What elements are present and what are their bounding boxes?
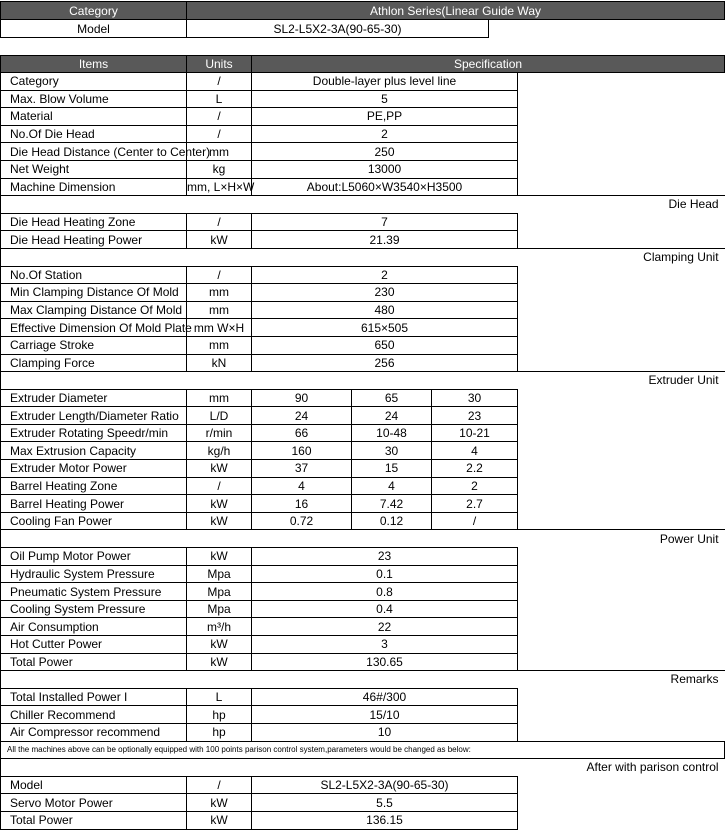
power-section-title: Power Unit [1, 530, 725, 548]
spec-value: 0.4 [252, 600, 518, 618]
spec-value: 13000 [252, 160, 518, 178]
spec-value: 136.15 [252, 811, 518, 829]
blank-cell [518, 108, 725, 126]
note-row [1, 741, 725, 759]
spec-value: PE,PP [252, 108, 518, 126]
blank-cell [518, 266, 725, 284]
clamping-row [1, 266, 725, 284]
spec-value: 480 [252, 301, 518, 319]
spec-value: 0.1 [252, 565, 518, 583]
extruder-3-value: 23 [432, 407, 518, 425]
spec-value: 21.39 [252, 231, 518, 249]
parison-row [1, 794, 725, 812]
extruder-2-value: 15 [352, 460, 432, 478]
item-label: Extruder Diameter [1, 389, 187, 407]
die-head-section-title: Die Head [1, 196, 725, 214]
model-header-table [0, 1, 725, 38]
unit-value: kW [187, 512, 252, 530]
item-label: Chiller Recommend [1, 706, 187, 724]
item-label: Barrel Heating Power [1, 495, 187, 513]
item-label: Servo Motor Power [1, 794, 187, 812]
spec-value: 650 [252, 336, 518, 354]
item-label: Die Head Heating Zone [1, 213, 187, 231]
unit-value: Mpa [187, 565, 252, 583]
item-label: Die Head Distance (Center to Center) [1, 143, 187, 161]
blank-cell [518, 794, 725, 812]
item-label: Max. Blow Volume [1, 90, 187, 108]
unit-value: mm [187, 143, 252, 161]
unit-value: mm, L×H×W [187, 179, 255, 194]
item-label: Material [1, 108, 187, 126]
spec-value: 15/10 [252, 706, 518, 724]
category-header: Category [1, 2, 187, 20]
item-label: Min Clamping Distance Of Mold [1, 284, 187, 302]
blank-cell [518, 354, 725, 372]
power-row [1, 618, 725, 636]
extruder-1-value: 160 [252, 442, 352, 460]
blank-cell [518, 125, 725, 143]
item-label: Max Clamping Distance Of Mold [1, 301, 187, 319]
unit-value: kW [187, 548, 252, 566]
blank-cell [518, 407, 725, 425]
remarks-section-title-row [1, 671, 725, 689]
spec-value: SL2-L5X2-3A(90-65-30) [252, 776, 518, 794]
extruder-row [1, 477, 725, 495]
item-label: No.Of Station [1, 266, 187, 284]
spec-value: 250 [252, 143, 518, 161]
blank-cell [518, 723, 725, 741]
blank-cell [518, 548, 725, 566]
blank-cell [518, 178, 725, 196]
spec-value: Double-layer plus level line [252, 73, 518, 91]
blank-cell [518, 583, 725, 601]
die-head-row [1, 213, 725, 231]
blank-cell [518, 284, 725, 302]
general-row [1, 108, 725, 126]
spec-value: 256 [252, 354, 518, 372]
item-label: Cooling Fan Power [1, 512, 187, 530]
blank-cell [518, 319, 725, 337]
extruder-3-value: 30 [432, 389, 518, 407]
unit-value: mm W×H [187, 319, 252, 337]
unit-value: kW [187, 653, 252, 671]
unit-value: kW [187, 794, 252, 812]
unit-value: Mpa [187, 600, 252, 618]
extruder-section-title: Extruder Unit [1, 372, 725, 390]
spec-value: 2 [252, 125, 518, 143]
unit-value: Mpa [187, 583, 252, 601]
unit-value: mm [187, 389, 252, 407]
item-label: Carriage Stroke [1, 336, 187, 354]
power-row [1, 565, 725, 583]
extruder-2-value: 65 [352, 389, 432, 407]
unit-value: kg/h [187, 442, 252, 460]
parison-row [1, 811, 725, 829]
extruder-1-value: 37 [252, 460, 352, 478]
blank-cell [518, 389, 725, 407]
blank-cell [518, 776, 725, 794]
item-label: Machine Dimension [1, 178, 187, 196]
clamping-section-title: Clamping Unit [1, 248, 725, 266]
clamping-section-title-row [1, 248, 725, 266]
blank-cell [518, 636, 725, 654]
blank-cell [518, 73, 725, 91]
extruder-2-value: 0.12 [352, 512, 432, 530]
extruder-1-value: 90 [252, 389, 352, 407]
blank-cell [518, 231, 725, 249]
power-row [1, 583, 725, 601]
blank-cell [518, 460, 725, 478]
spec-value: 5 [252, 90, 518, 108]
item-label: Barrel Heating Zone [1, 477, 187, 495]
item-label: Pneumatic System Pressure [1, 583, 187, 601]
extruder-3-value: 2.2 [432, 460, 518, 478]
unit-value: / [187, 477, 252, 495]
die-head-row [1, 231, 725, 249]
power-section-title-row [1, 530, 725, 548]
general-row [1, 178, 725, 196]
unit-value: / [187, 73, 252, 91]
unit-value: / [187, 108, 252, 126]
unit-value: / [187, 776, 252, 794]
spec-value: 7 [252, 213, 518, 231]
item-label: Cooling System Pressure [1, 600, 187, 618]
specification-table [0, 55, 725, 830]
item-label: Max Extrusion Capacity [1, 442, 187, 460]
item-label: Extruder Length/Diameter Ratio [1, 407, 187, 425]
extruder-section-title-row [1, 372, 725, 390]
extruder-3-value: / [432, 512, 518, 530]
model-label: Model [1, 20, 187, 38]
power-row [1, 600, 725, 618]
spec-value: 46#/300 [252, 688, 518, 706]
extruder-3-value: 2.7 [432, 495, 518, 513]
item-label: Die Head Heating Power [1, 231, 187, 249]
blank-cell [518, 512, 725, 530]
item-label: Total Power [1, 811, 187, 829]
unit-value: mm [187, 301, 252, 319]
unit-value: L [187, 688, 252, 706]
blank-cell [518, 442, 725, 460]
item-label: Hydraulic System Pressure [1, 565, 187, 583]
die-head-section-title-row [1, 196, 725, 214]
blank-cell [518, 301, 725, 319]
unit-value: m³/h [187, 618, 252, 636]
unit-value: kW [187, 460, 252, 478]
unit-value: kN [187, 354, 252, 372]
unit-value: hp [187, 723, 252, 741]
blank-cell [518, 160, 725, 178]
extruder-row [1, 389, 725, 407]
spec-value: 10 [252, 723, 518, 741]
blank-cell [518, 600, 725, 618]
item-label: Oil Pump Motor Power [1, 548, 187, 566]
blank-cell [518, 213, 725, 231]
blank-cell [518, 336, 725, 354]
extruder-1-value: 0.72 [252, 512, 352, 530]
extruder-row [1, 442, 725, 460]
blank-cell [518, 706, 725, 724]
extruder-3-value: 10-21 [432, 424, 518, 442]
blank-cell [518, 477, 725, 495]
extruder-1-value: 66 [252, 424, 352, 442]
item-label: Clamping Force [1, 354, 187, 372]
spec-value: 2 [252, 266, 518, 284]
item-label: Extruder Motor Power [1, 460, 187, 478]
spec-value: 23 [252, 548, 518, 566]
unit-value: kW [187, 495, 252, 513]
extruder-row [1, 424, 725, 442]
spec-value: 0.8 [252, 583, 518, 601]
parison-section-title-row [1, 759, 725, 777]
extruder-2-value: 30 [352, 442, 432, 460]
blank-cell [518, 688, 725, 706]
unit-value: mm [187, 336, 252, 354]
items-header: Items [1, 56, 187, 73]
extruder-3-value: 4 [432, 442, 518, 460]
clamping-row [1, 336, 725, 354]
spec-value: 130.65 [252, 653, 518, 671]
clamping-row [1, 319, 725, 337]
blank-cell [518, 618, 725, 636]
general-row [1, 73, 725, 91]
unit-value: kW [187, 811, 252, 829]
extruder-row [1, 460, 725, 478]
specification-header: Specification [252, 56, 725, 73]
power-row [1, 548, 725, 566]
units-header: Units [187, 56, 252, 73]
item-label: Hot Cutter Power [1, 636, 187, 654]
item-label: Air Compressor recommend [1, 723, 187, 741]
blank-cell [518, 495, 725, 513]
extruder-1-value: 16 [252, 495, 352, 513]
general-row [1, 160, 725, 178]
spec-value: 615×505 [252, 319, 518, 337]
unit-value: hp [187, 706, 252, 724]
unit-value: mm [187, 284, 252, 302]
remarks-row [1, 706, 725, 724]
unit-value: L [187, 90, 252, 108]
parison-section-title: After with parison control [1, 759, 725, 777]
model-value: SL2-L5X2-3A(90-65-30) [187, 20, 489, 38]
general-row [1, 90, 725, 108]
extruder-2-value: 24 [352, 407, 432, 425]
extruder-row [1, 407, 725, 425]
unit-value: / [187, 125, 252, 143]
item-label: Extruder Rotating Speedr/min [1, 424, 187, 442]
item-label: No.Of Die Head [1, 125, 187, 143]
blank-cell [518, 143, 725, 161]
clamping-row [1, 284, 725, 302]
unit-value: / [187, 213, 252, 231]
remarks-section-title: Remarks [1, 671, 725, 689]
spec-value: 5.5 [252, 794, 518, 812]
extruder-1-value: 4 [252, 477, 352, 495]
parison-row [1, 776, 725, 794]
item-label: Category [1, 73, 187, 91]
remarks-row [1, 688, 725, 706]
item-label: Net Weight [1, 160, 187, 178]
item-label: Air Consumption [1, 618, 187, 636]
unit-value: kg [187, 160, 252, 178]
clamping-row [1, 301, 725, 319]
item-label: Effective Dimension Of Mold Plate [1, 319, 187, 337]
unit-value: r/min [187, 424, 252, 442]
spec-value: About:L5060×W3540×H3500 [252, 178, 518, 196]
extruder-row [1, 512, 725, 530]
blank-cell [518, 811, 725, 829]
extruder-1-value: 24 [252, 407, 352, 425]
spec-value: 22 [252, 618, 518, 636]
remarks-row [1, 723, 725, 741]
extruder-2-value: 10-48 [352, 424, 432, 442]
spec-header-row [1, 56, 725, 73]
blank-cell [518, 565, 725, 583]
general-row [1, 125, 725, 143]
extruder-2-value: 7.42 [352, 495, 432, 513]
extruder-row [1, 495, 725, 513]
extruder-3-value: 2 [432, 477, 518, 495]
clamping-row [1, 354, 725, 372]
spec-value: 3 [252, 636, 518, 654]
power-row [1, 653, 725, 671]
blank-cell [518, 653, 725, 671]
parison-note: All the machines above can be optionally equipped with 100 points parison control system,parameters would be changed as below: [1, 741, 725, 759]
item-label: Model [1, 776, 187, 794]
unit-value: / [187, 266, 252, 284]
unit-value: kW [187, 636, 252, 654]
blank-cell [518, 90, 725, 108]
spec-value: 230 [252, 284, 518, 302]
general-row [1, 143, 725, 161]
blank-cell [518, 424, 725, 442]
unit-value: L/D [187, 407, 252, 425]
item-label: Total Installed Power I [1, 688, 187, 706]
unit-value: kW [187, 231, 252, 249]
item-label: Total Power [1, 653, 187, 671]
extruder-2-value: 4 [352, 477, 432, 495]
series-header: Athlon Series(Linear Guide Way [187, 2, 725, 20]
power-row [1, 636, 725, 654]
